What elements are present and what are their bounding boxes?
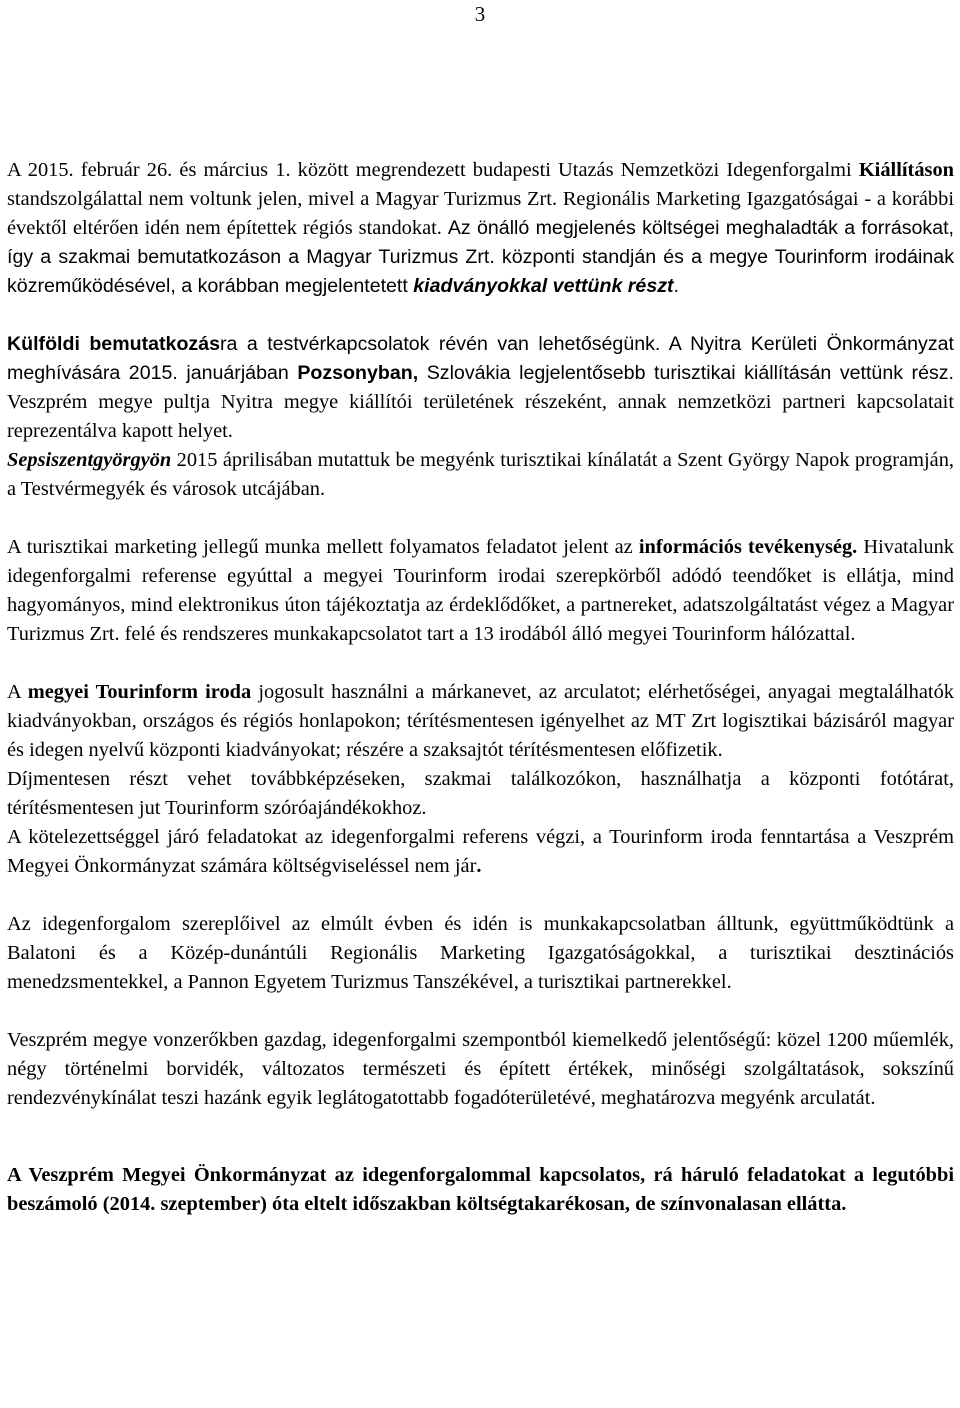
paragraph-dijmentesen: Díjmentesen részt vehet továbbképzéseken, szakmai találkozókon, használhatja a központi fotótárat, térítésmentesen jut Tourinform szóróajándékokhoz. xyxy=(7,768,954,819)
p2-text: Veszprém megye pultja Nyitra megye kiállítói területének részeként, annak nemzetközi partneri kapcsolatait reprezentálva kapott helyet. xyxy=(7,391,954,442)
paragraph-kiallitas xyxy=(7,156,954,301)
p2-bold-kulfoldi: Külföldi bemutatkozás xyxy=(7,333,221,355)
paragraph-tourinform xyxy=(7,678,954,765)
p4-line3-end: . xyxy=(476,855,482,877)
document-body xyxy=(7,156,954,1219)
p1-sans-text: Az önálló megjelenés költségei meghaladták a forrásokat, így a szakmai bemutatkozáson a Magyar Turizmus Zrt. központi standján és a megye Tourinform irodáinak közreműködésével, a korábban megjelentetett xyxy=(7,217,954,297)
p3-text-2: Hivatalunk idegenforgalmi referense egyúttal a megyei Tourinform irodai szerepkörből adódó teendőket is ellátja, mind hagyományos, mind elektronikus úton tájékoztatja az érdeklődőket, a partnereket, adatszolgáltatást végez a Magyar Turizmus Zrt. felé és rendszeres munkakapcsolatot tart a 13 irodából álló megyei Tourinform hálózattal. xyxy=(7,536,954,645)
page-number: 3 xyxy=(474,2,486,26)
p2-sans-text-2: Szlovákia legjelentősebb turisztikai kiállításán vettünk rész. xyxy=(418,362,955,384)
p3-text: A turisztikai marketing jellegű munka mellett folyamatos feladatot jelent az xyxy=(7,536,639,558)
p2-bold-italic-place: Sepsiszentgyörgyön xyxy=(7,449,172,471)
p1-end: . xyxy=(673,275,679,297)
paragraph-kotelezettseg xyxy=(7,823,954,881)
p2-text-2: 2015 áprilisában mutattuk be megyénk turisztikai kínálatát a Szent György Napok programján, a Testvérmegyék és városok utcájában. xyxy=(7,449,954,500)
p4-text: A xyxy=(7,681,28,703)
p4-line3: A kötelezettséggel járó feladatokat az idegenforgalmi referens végzi, a Tourinform iroda fenntartása a Veszprém Megyei Önkormányzat számára költségviseléssel nem jár xyxy=(7,826,954,877)
paragraph-vonzerok: Veszprém megye vonzerőkben gazdag, idegenforgalmi szempontból kiemelkedő jelentőségű: közel 1200 műemlék, négy történelmi borvidék, változatos természeti és épített értékek, minőségi szolgáltatások, sokszínű rendezvénykínálat teszi hazánk egyik leglátogatottabb fogadóterületévé, meghatározva megyénk arculatát. xyxy=(7,1029,954,1109)
p4-text-2: jogosult használni a márkanevet, az arculatot; elérhetőségei, anyagai megtalálhatók kiadványokban, országos és régiós honlapokon; térítésmentesen igényelhet az MT Zrt logisztikai bázisáról magyar és idegen nyelvű központi kiadványokat; részére a szaksajtót térítésmentesen előfizetik. xyxy=(7,681,954,761)
p1-text-2: standszolgálattal nem voltunk jelen, mivel a Magyar Turizmus Zrt. Regionális Marketing Igazgatóságai - a korábbi évektől eltérően idén nem építettek régiós standokat. xyxy=(7,188,954,239)
p1-bold-italic: kiadványokkal vettünk részt xyxy=(413,275,674,297)
paragraph-informacios xyxy=(7,533,954,649)
paragraph-osszegzes: A Veszprém Megyei Önkormányzat az idegenforgalommal kapcsolatos, rá háruló feladatokat a legutóbbi beszámoló (2014. szeptember) óta eltelt időszakban költségtakarékosan, de színvonalasan ellátta. xyxy=(7,1164,954,1215)
p3-bold: információs tevékenység. xyxy=(638,536,858,558)
p1-text: A 2015. február 26. és március 1. között megrendezett budapesti Utazás Nemzetközi Idegenforgalmi xyxy=(7,159,859,181)
paragraph-szereplok: Az idegenforgalom szereplőivel az elmúlt évben és idén is munkakapcsolatban álltunk, együttműködtünk a Balatoni és a Közép-dunántúli Regionális Marketing Igazgatóságokkal, a turisztikai desztinációs menedzsmentekkel, a Pannon Egyetem Turizmus Tanszékével, a turisztikai partnerekkel. xyxy=(7,913,954,993)
p4-bold: megyei Tourinform iroda xyxy=(27,681,252,703)
paragraph-kulfoldi xyxy=(7,330,954,504)
p2-sans-text: ra a testvérkapcsolatok révén van lehetőségünk. A Nyitra Kerületi Önkormányzat meghívására 2015. januárjában xyxy=(7,333,954,384)
p2-bold-pozsony: Pozsonyban, xyxy=(297,362,419,384)
p1-bold-kiallitas: Kiállításon xyxy=(858,159,954,181)
